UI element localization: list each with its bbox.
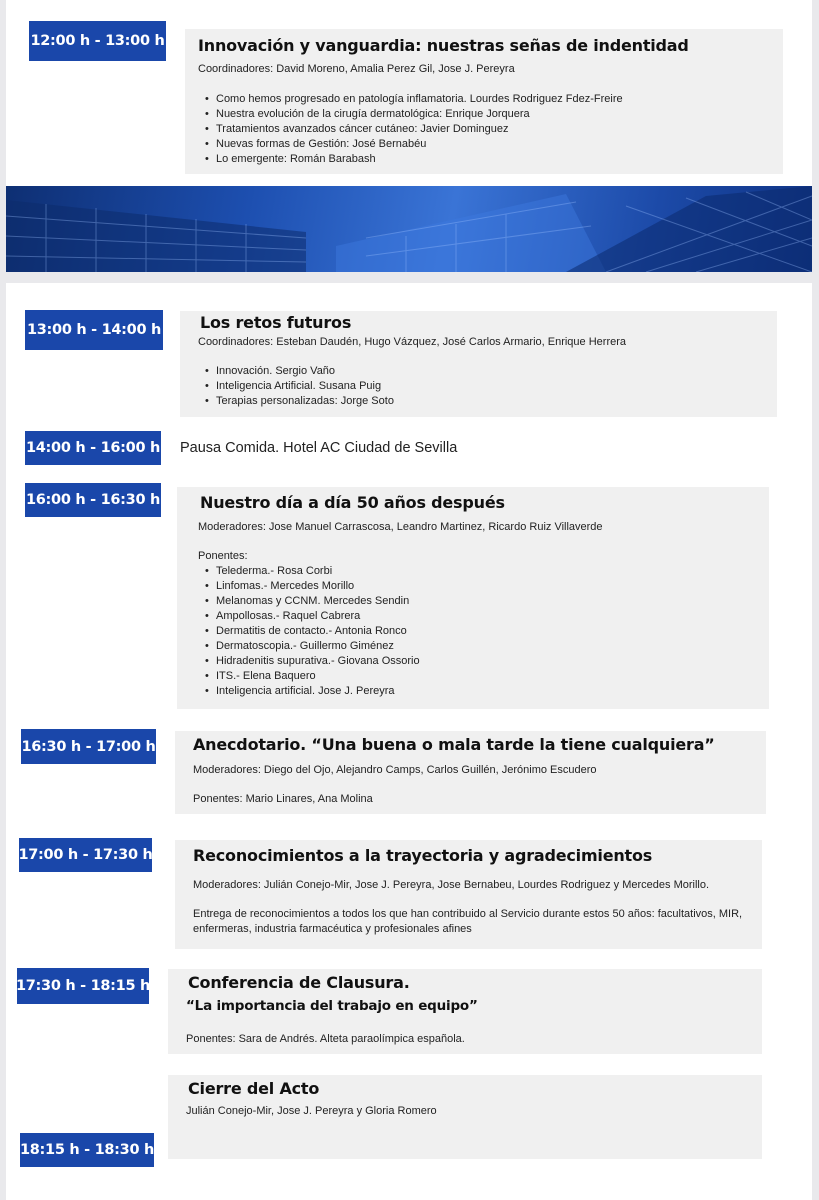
- time-badge: 14:00 h - 16:00 h: [25, 431, 161, 465]
- coordinators: Coordinadores: Esteban Daudén, Hugo Vázquez, José Carlos Armario, Enrique Herrera: [198, 336, 627, 348]
- talk-list: [205, 364, 394, 409]
- session-title: Reconocimientos a la trayectoria y agradecimientos: [193, 846, 653, 865]
- list-item: • Dermatoscopia.- Guillermo Giménez: [205, 639, 420, 654]
- session-title: Los retos futuros: [200, 313, 352, 332]
- speakers-label: Ponentes:: [198, 550, 248, 562]
- list-item: • Nuevas formas de Gestión: José Bernabéu: [205, 137, 623, 152]
- speakers: Ponentes: Sara de Andrés. Alteta paraolímpica española.: [186, 1033, 465, 1045]
- list-item: • Telederma.- Rosa Corbi: [205, 564, 420, 579]
- list-item: • Linfomas.- Mercedes Morillo: [205, 579, 420, 594]
- session-description: Entrega de reconocimientos a todos los que han contribuido al Servicio durante estos 50 años: facultativos, MIR, enfermeras, industria farmacéutica y profesionales afines: [193, 908, 743, 935]
- list-item: • Como hemos progresado en patología inflamatoria. Lourdes Rodriguez Fdez-Freire: [205, 92, 623, 107]
- session-title: Innovación y vanguardia: nuestras señas de indentidad: [198, 36, 689, 55]
- coordinators: Coordinadores: David Moreno, Amalia Perez Gil, Jose J. Pereyra: [198, 63, 515, 75]
- time-badge: 12:00 h - 13:00 h: [29, 21, 166, 61]
- closing-participants: Julián Conejo-Mir, Jose J. Pereyra y Gloria Romero: [186, 1105, 437, 1117]
- session-title: Conferencia de Clausura.: [188, 973, 410, 992]
- session-title: Cierre del Acto: [188, 1079, 320, 1098]
- time-badge: 17:00 h - 17:30 h: [19, 838, 152, 872]
- time-badge: 16:00 h - 16:30 h: [25, 483, 161, 517]
- list-item: • Innovación. Sergio Vaño: [205, 364, 394, 379]
- list-item: • Tratamientos avanzados cáncer cutáneo: Javier Dominguez: [205, 122, 623, 137]
- list-item: • Inteligencia artificial. Jose J. Pereyra: [205, 684, 420, 699]
- talk-list: [205, 564, 420, 699]
- list-item: • Hidradenitis supurativa.- Giovana Ossorio: [205, 654, 420, 669]
- session-subtitle: “La importancia del trabajo en equipo”: [186, 998, 478, 1014]
- lunch-break-text: Pausa Comida. Hotel AC Ciudad de Sevilla: [180, 440, 458, 456]
- list-item: • Inteligencia Artificial. Susana Puig: [205, 379, 394, 394]
- speakers: Ponentes: Mario Linares, Ana Molina: [193, 793, 373, 805]
- moderators: Moderadores: Julián Conejo-Mir, Jose J. Pereyra, Jose Bernabeu, Lourdes Rodriguez y Mercedes Morillo.: [193, 879, 710, 891]
- building-banner-image: [6, 186, 812, 272]
- list-item: • Nuestra evolución de la cirugía dermatológica: Enrique Jorquera: [205, 107, 623, 122]
- moderators: Moderadores: Jose Manuel Carrascosa, Leandro Martinez, Ricardo Ruiz Villaverde: [198, 521, 603, 533]
- moderators: Moderadores: Diego del Ojo, Alejandro Camps, Carlos Guillén, Jerónimo Escudero: [193, 764, 597, 776]
- session-title: Anecdotario. “Una buena o mala tarde la tiene cualquiera”: [193, 735, 715, 754]
- list-item: • Terapias personalizadas: Jorge Soto: [205, 394, 394, 409]
- session-title: Nuestro día a día 50 años después: [200, 493, 505, 512]
- list-item: • ITS.- Elena Baquero: [205, 669, 420, 684]
- list-item: • Melanomas y CCNM. Mercedes Sendin: [205, 594, 420, 609]
- time-badge: 13:00 h - 14:00 h: [25, 310, 163, 350]
- talk-list: [205, 92, 623, 167]
- time-badge: 18:15 h - 18:30 h: [20, 1133, 154, 1167]
- time-badge: 16:30 h - 17:00 h: [21, 729, 156, 764]
- list-item: • Ampollosas.- Raquel Cabrera: [205, 609, 420, 624]
- time-badge: 17:30 h - 18:15 h: [17, 968, 149, 1004]
- list-item: • Lo emergente: Román Barabash: [205, 152, 623, 167]
- list-item: • Dermatitis de contacto.- Antonia Ronco: [205, 624, 420, 639]
